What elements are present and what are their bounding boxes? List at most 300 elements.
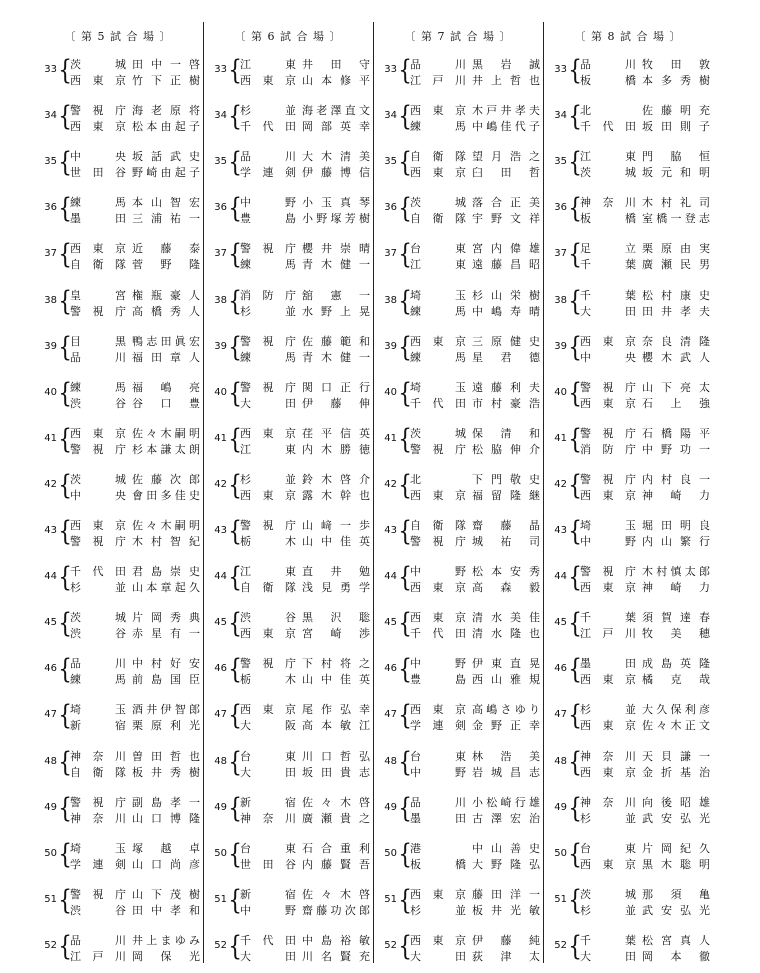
bracket-brace: { [228, 700, 242, 732]
player-name: 坂話武史 [132, 150, 200, 164]
match-number: 46 [44, 663, 57, 675]
player-entry [410, 57, 543, 72]
match-number: 38 [44, 294, 57, 306]
player-name: 齋藤晶 [472, 519, 540, 532]
player-entry [580, 811, 713, 826]
match-number: 33 [214, 64, 227, 75]
player-name: 櫻井崇晴 [302, 242, 370, 256]
player-entry [580, 656, 713, 671]
player-team: 墨田 [410, 811, 466, 825]
player-team: 西東京 [410, 703, 466, 717]
player-entry [410, 933, 543, 948]
player-team: 台東 [240, 749, 296, 763]
bracket-brace: { [228, 469, 242, 501]
player-team: 西東京 [70, 120, 126, 134]
match-number: 42 [214, 478, 227, 490]
player-entry [580, 564, 713, 579]
match-row [33, 927, 203, 971]
player-name: 小玉真琴 [302, 196, 370, 210]
match-row [373, 328, 543, 372]
match-number: 43 [384, 525, 397, 536]
player-name: 川名賢充 [302, 949, 370, 963]
player-name: 直井勉 [302, 565, 370, 579]
player-team: 西東京 [410, 334, 466, 348]
bracket-brace: { [228, 930, 242, 962]
player-team: 練馬 [410, 350, 466, 364]
player-entry [70, 749, 203, 764]
player-entry [70, 241, 203, 256]
player-name: 石合重利 [302, 841, 370, 855]
player-team: 板橋 [580, 74, 636, 87]
bracket-brace: { [568, 930, 582, 962]
bracket-brace: { [58, 331, 72, 363]
player-team: 練馬 [70, 673, 126, 687]
player-entry [240, 442, 373, 457]
player-name: 宇野文祥 [472, 212, 540, 226]
match-row [203, 466, 373, 510]
match-number: 45 [44, 617, 57, 629]
player-name: 伊藤伸 [302, 396, 370, 410]
player-entry [410, 564, 543, 579]
match-number: 36 [214, 202, 227, 214]
player-name: 福田章人 [132, 350, 200, 364]
match-number: 49 [384, 801, 397, 813]
player-entry [580, 442, 713, 457]
player-team: 西東京 [580, 857, 636, 871]
bracket-brace: { [568, 423, 582, 455]
player-team: 西東京 [70, 519, 126, 532]
player-entry [580, 119, 713, 134]
bracket-brace: { [568, 285, 582, 317]
player-name: 井上哲也 [472, 74, 540, 87]
player-entry [580, 304, 713, 319]
player-name: 齋藤功次郎 [302, 903, 370, 917]
bracket-brace: { [58, 423, 72, 455]
player-name: 室橋一登志 [642, 212, 710, 226]
player-name: 野崎由起子 [132, 166, 200, 180]
match-row [543, 466, 713, 510]
player-name: 天貝謙一 [642, 749, 710, 763]
match-row [33, 696, 203, 740]
player-name: 山本章起久 [132, 581, 200, 595]
player-name: 板井光敏 [472, 903, 540, 917]
match-number: 48 [44, 755, 57, 767]
player-team: 杉並 [240, 304, 296, 318]
player-entry [240, 765, 373, 780]
player-name: 尾作弘幸 [302, 703, 370, 717]
player-name: 山下茂樹 [132, 887, 200, 901]
player-name: 菅野隆 [132, 258, 200, 272]
match-number: 36 [554, 202, 567, 214]
player-name: 松宮真人 [642, 933, 710, 947]
player-name: 金折基治 [642, 765, 710, 779]
player-team: 警視庁 [240, 519, 296, 532]
player-name: 井田守 [302, 58, 370, 71]
player-entry [580, 73, 713, 88]
player-name: 青木健一 [302, 350, 370, 364]
match-area-title: 〔 第 6 試 合 場 〕 [234, 30, 342, 43]
player-name: 曽田哲也 [132, 749, 200, 763]
player-team: 杉並 [580, 903, 636, 917]
match-area-title: 〔 第 8 試 合 場 〕 [574, 30, 682, 43]
match-number: 39 [214, 340, 227, 352]
player-name: 城祐司 [472, 535, 540, 548]
player-entry [580, 626, 713, 641]
match-row [543, 374, 713, 418]
match-row [33, 881, 203, 925]
match-number: 50 [554, 847, 567, 859]
match-row [203, 743, 373, 787]
match-number: 37 [554, 248, 567, 260]
bracket-brace: { [228, 101, 242, 133]
match-number: 44 [214, 571, 227, 583]
player-name: 岩城昌志 [472, 765, 540, 779]
player-name: 荻津太 [472, 949, 540, 963]
player-team: 警視庁 [70, 535, 126, 548]
player-team: 大田 [240, 765, 296, 779]
player-entry [240, 933, 373, 948]
player-name: 関口正行 [302, 380, 370, 394]
match-row [203, 97, 373, 141]
player-entry [410, 903, 543, 918]
bracket-brace: { [58, 884, 72, 916]
bracket-brace: { [398, 930, 412, 962]
player-entry [240, 119, 373, 134]
player-entry [240, 103, 373, 118]
player-name: 清水隆也 [472, 627, 540, 641]
match-row [543, 696, 713, 740]
match-number: 49 [554, 801, 567, 813]
player-entry [240, 304, 373, 319]
bracket-brace: { [398, 193, 412, 225]
player-entry [240, 149, 373, 164]
player-team: 豊島 [240, 212, 296, 226]
player-name: 中山善史 [472, 841, 540, 855]
match-row [543, 51, 713, 95]
match-number: 36 [384, 202, 397, 214]
match-number: 33 [554, 64, 567, 75]
match-number: 40 [384, 386, 397, 398]
player-name: 牧田敦 [642, 58, 710, 71]
player-entry [70, 426, 203, 441]
match-number: 45 [384, 617, 397, 629]
match-number: 37 [384, 248, 397, 260]
player-entry [70, 119, 203, 134]
player-entry [240, 195, 373, 210]
player-entry [70, 534, 203, 549]
player-entry [240, 887, 373, 902]
match-number: 33 [384, 64, 397, 75]
player-name: 星君德 [472, 350, 540, 364]
match-area-title: 〔 第 7 試 合 場 〕 [404, 30, 512, 43]
player-team: 神奈川 [580, 795, 636, 809]
player-team: 学連剣 [240, 166, 296, 180]
player-entry [410, 811, 543, 826]
player-team: 板橋 [410, 857, 466, 871]
player-name: 遠藤利夫 [472, 380, 540, 394]
player-name: 那須亀 [642, 887, 710, 901]
player-name: 山口博隆 [132, 811, 200, 825]
player-team: 警視庁 [580, 380, 636, 394]
player-team: 世田谷 [240, 857, 296, 871]
match-number: 42 [44, 478, 57, 490]
match-number: 48 [214, 755, 227, 767]
player-entry [240, 211, 373, 226]
player-name: 板井秀樹 [132, 765, 200, 779]
match-area-title: 〔 第 5 試 合 場 〕 [64, 30, 172, 43]
player-team: 目黒 [70, 334, 126, 348]
player-team: 台東 [240, 841, 296, 855]
match-number: 43 [214, 525, 227, 536]
player-team: 警視庁 [70, 304, 126, 318]
player-team: 大阪 [240, 719, 296, 733]
player-name: 三浦祐一 [132, 212, 200, 226]
bracket-brace: { [58, 700, 72, 732]
player-name: 高嶋さゆり [472, 703, 540, 717]
bracket-brace: { [398, 101, 412, 133]
player-team: 新宿 [240, 795, 296, 809]
match-row [33, 743, 203, 787]
player-entry [70, 841, 203, 856]
player-entry [580, 350, 713, 365]
player-team: 西東京 [580, 765, 636, 779]
player-entry [410, 396, 543, 411]
player-name: 田井孝夫 [642, 304, 710, 318]
match-row [33, 328, 203, 372]
player-team: 自衛隊 [410, 212, 466, 226]
match-row [543, 143, 713, 187]
bracket-brace: { [398, 700, 412, 732]
match-number: 35 [384, 156, 397, 168]
bracket-brace: { [568, 147, 582, 179]
player-name: 岡部英幸 [302, 120, 370, 134]
bracket-brace: { [58, 654, 72, 686]
match-row [33, 374, 203, 418]
player-entry [70, 195, 203, 210]
bracket-brace: { [568, 608, 582, 640]
player-team: 自衛隊 [240, 581, 296, 595]
player-name: 黒沢聡 [302, 611, 370, 625]
match-row [543, 927, 713, 971]
match-number: 38 [214, 294, 227, 306]
bracket-brace: { [228, 423, 242, 455]
player-name: 小野塚芳樹 [302, 212, 370, 226]
match-number: 41 [384, 432, 397, 444]
player-name: 橘克哉 [642, 673, 710, 687]
player-entry [410, 288, 543, 303]
match-row [33, 558, 203, 602]
player-entry [240, 656, 373, 671]
bracket-brace: { [228, 55, 242, 86]
player-entry [70, 949, 203, 964]
player-team: 板橋 [580, 212, 636, 226]
player-team: 江東 [240, 58, 296, 71]
player-entry [240, 534, 373, 549]
player-name: 廣瀬貴之 [302, 811, 370, 825]
bracket-brace: { [398, 884, 412, 916]
match-row [33, 512, 203, 556]
player-name: 中島裕敏 [302, 933, 370, 947]
player-name: 神崎力 [642, 488, 710, 502]
player-team: 大田 [240, 949, 296, 963]
player-entry [240, 426, 373, 441]
player-team: 千代田 [410, 627, 466, 641]
match-number: 49 [44, 801, 57, 813]
player-name: 谷口豊 [132, 396, 200, 410]
match-row [203, 789, 373, 833]
player-name: 井上まゆみ [132, 933, 200, 947]
match-number: 43 [44, 525, 57, 536]
player-name: 塚越卓 [132, 841, 200, 855]
match-row [373, 374, 543, 418]
player-name: 大野隆弘 [472, 857, 540, 871]
player-name: 山下亮太 [642, 380, 710, 394]
player-team: 神奈川 [580, 196, 636, 210]
player-team: 中央 [70, 150, 126, 164]
match-number: 34 [44, 110, 57, 122]
player-entry [580, 857, 713, 872]
player-name: 神崎力 [642, 581, 710, 595]
player-team: 品川 [410, 795, 466, 809]
player-team: 渋谷 [70, 627, 126, 641]
player-name: 海老澤直文 [302, 104, 370, 118]
match-row [543, 420, 713, 464]
player-team: 学連剣 [410, 719, 466, 733]
player-entry [580, 534, 713, 549]
player-team: 墨田 [580, 657, 636, 671]
player-entry [410, 257, 543, 272]
player-team: 江戸川 [70, 949, 126, 963]
bracket-brace: { [568, 516, 582, 547]
player-entry [580, 472, 713, 487]
player-entry [240, 257, 373, 272]
player-entry [240, 841, 373, 856]
match-number: 42 [554, 478, 567, 490]
player-team: 江東 [240, 442, 296, 456]
bracket-brace: { [398, 331, 412, 363]
player-entry [410, 672, 543, 687]
player-name: 伊藤博信 [302, 166, 370, 180]
match-row [33, 420, 203, 464]
player-name: 栗原由実 [642, 242, 710, 256]
bracket-brace: { [228, 562, 242, 594]
bracket-brace: { [568, 700, 582, 732]
player-name: 松本安秀 [472, 565, 540, 579]
player-team: 学連剣 [70, 857, 126, 871]
bracket-brace: { [228, 608, 242, 640]
player-team: 千葉 [580, 933, 636, 947]
player-entry [70, 672, 203, 687]
bracket-brace: { [398, 285, 412, 317]
player-name: 櫻木武人 [642, 350, 710, 364]
match-number: 51 [554, 893, 567, 905]
player-entry [580, 380, 713, 395]
player-name: 川口哲弘 [302, 749, 370, 763]
player-entry [410, 241, 543, 256]
player-team: 千代田 [410, 396, 466, 410]
player-team: 江戸川 [410, 74, 466, 87]
player-entry [70, 334, 203, 349]
player-entry [410, 718, 543, 733]
player-entry [410, 304, 543, 319]
player-name: 田中一啓 [132, 58, 200, 71]
bracket-brace: { [568, 239, 582, 271]
player-entry [580, 702, 713, 717]
bracket-brace: { [568, 193, 582, 225]
player-team: 警視庁 [240, 242, 296, 256]
bracket-brace: { [228, 239, 242, 271]
bracket-brace: { [58, 516, 72, 547]
player-team: 杉並 [580, 811, 636, 825]
match-number: 48 [384, 755, 397, 767]
player-name: 宮内偉雄 [472, 242, 540, 256]
player-entry [70, 488, 203, 503]
player-name: 内藤賢吾 [302, 857, 370, 871]
match-row [543, 189, 713, 233]
player-entry [410, 765, 543, 780]
player-team: 中野 [240, 903, 296, 917]
player-name: 松村康史 [642, 288, 710, 302]
player-team: 千代田 [580, 120, 636, 134]
player-team: 足立 [580, 242, 636, 256]
player-name: 内木勝徳 [302, 442, 370, 456]
player-entry [240, 488, 373, 503]
player-entry [70, 656, 203, 671]
player-name: 舘憲一 [302, 288, 370, 302]
player-team: 自衛隊 [70, 258, 126, 272]
player-name: 清水美佳 [472, 611, 540, 625]
match-row [203, 835, 373, 879]
match-number: 44 [554, 571, 567, 583]
player-team: 大田 [410, 949, 466, 963]
player-name: 黒木聡明 [642, 857, 710, 871]
match-row [543, 235, 713, 279]
match-row [33, 97, 203, 141]
player-entry [410, 580, 543, 595]
match-row [543, 881, 713, 925]
player-name: 本多秀樹 [642, 74, 710, 87]
match-row [203, 282, 373, 326]
player-team: 茨城 [70, 611, 126, 625]
player-name: 林浩美 [472, 749, 540, 763]
player-team: 品川 [70, 933, 126, 947]
player-entry [580, 57, 713, 72]
bracket-brace: { [228, 792, 242, 824]
player-entry [70, 257, 203, 272]
bracket-brace: { [398, 838, 412, 870]
player-entry [410, 518, 543, 533]
match-number: 52 [44, 939, 57, 951]
player-team: 新宿 [70, 719, 126, 733]
bracket-brace: { [568, 377, 582, 409]
match-number: 44 [384, 571, 397, 583]
player-name: 奈良清隆 [642, 334, 710, 348]
player-team: 西東京 [410, 104, 466, 118]
player-entry [240, 288, 373, 303]
match-row [373, 466, 543, 510]
match-number: 50 [44, 847, 57, 859]
player-team: 警視庁 [70, 104, 126, 118]
player-name: 望月浩之 [472, 150, 540, 164]
player-name: 小松崎行雄 [472, 795, 540, 809]
player-entry [240, 518, 373, 533]
player-team: 埼玉 [70, 703, 126, 717]
player-team: 千代田 [240, 933, 296, 947]
player-name: 下村将之 [302, 657, 370, 671]
bracket-brace: { [568, 562, 582, 594]
player-team: 杉並 [580, 703, 636, 717]
bracket-brace: { [58, 838, 72, 870]
